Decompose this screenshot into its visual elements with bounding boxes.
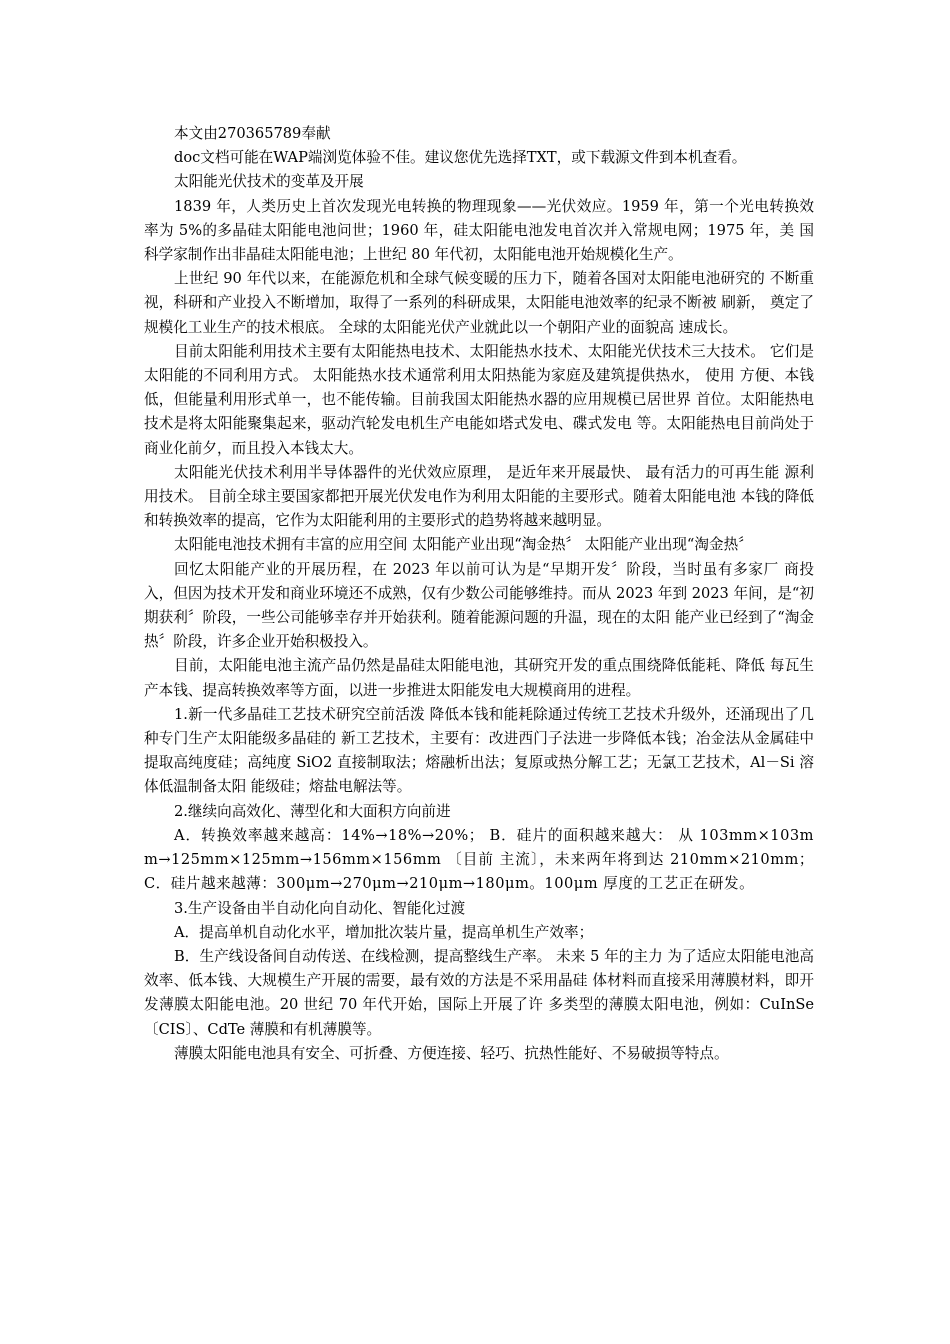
paragraph-automation-b: B．生产线设备间自动传送、在线检测，提高整线生产率。 未来 5 年的主力 为了适应太阳能电池高效率、低本钱、大规模生产开展的需要，最有效的方法是不采用晶硅 体材料而直接采用薄膜材料，即开发薄膜太阳能电池。20 世纪 70 年代开始，国际上开展了许 多类型的薄膜太阳电池，例如：CuInSe〔CIS〕、CdTe 薄膜和有机薄膜等。 [144,947,814,1038]
attribution-line: 本文由270365789奉献 [174,125,331,142]
paragraph-automation-a: A．提高单机自动化水平，增加批次装片量，提高单机生产效率； [174,923,594,941]
paragraph-industry-history: 回忆太阳能产业的开展历程，在 2023 年以前可认为是“早期开发〞阶段，当时虽有多家厂 商投入，但因为技术开发和商业环境还不成熟，仅有少数公司能够维持。而从 2023 年到 2023 年间，是“初期获利〞阶段，一些公司能够幸存并开始获利。随着能源问题的升温，现在的太阳 能产业已经到了“淘金热〞阶段，许多企业开始积极投入。 [144,560,814,651]
paragraph-polysilicon: 1.新一代多晶硅工艺技术研究空前活泼 降低本钱和能耗除通过传统工艺技术升级外，还涌现出了几种专门生产太阳能级多晶硅的 新工艺技术，主要有：改进西门子法进一步降低本钱；冶金法从金属硅中提取高纯度硅；高纯度 SiO2 直接制取法；熔融析出法；复原或热分解工艺；无氯工艺技术，Al－Si 溶体低温制备太阳 能级硅；熔盐电解法等。 [144,705,814,796]
paragraph-efficiency-heading: 2.继续向高效化、薄型化和大面积方向前进 [174,802,451,820]
document-title: 太阳能光伏技术的变革及开展 [174,173,364,191]
paragraph-gold-rush-heading: 太阳能电池技术拥有丰富的应用空间 太阳能产业出现“淘金热〞 太阳能产业出现“淘金热〞 [174,536,753,554]
paragraph-mainstream: 目前，太阳能电池主流产品仍然是晶硅太阳能电池，其研究开发的重点围绕降低能耗、降低 每瓦生产本钱、提高转换效率等方面，以进一步推进太阳能发电大规模商用的进程。 [144,657,814,699]
format-notice-line: doc文档可能在WAP端浏览体验不佳。建议您优先选择TXT，或下载源文件到本机查看。 [174,149,747,167]
paragraph-history: 1839 年，人类历史上首次发现光电转换的物理现象——光伏效应。1959 年，第一个光电转换效 率为 5%的多晶硅太阳能电池问世；1960 年，硅太阳能电池发电首次并入常规电网；1975 年，美 国科学家制作出非晶硅太阳能电池；上世纪 80 年代初，太阳能电池开始规模化生产。 [144,197,814,264]
paragraph-1990s: 上世纪 90 年代以来，在能源危机和全球气候变暖的压力下，随着各国对太阳能电池研究的 不断重视，科研和产业投入不断增加，取得了一系列的科研成果，太阳能电池效率的纪录不断被 刷新， 奠定了规模化工业生产的技术根底。 全球的太阳能光伏产业就此以一个朝阳产业的面貌高 速成长。 [144,270,814,336]
document-page [144,122,814,1066]
paragraph-photovoltaic: 太阳能光伏技术利用半导体器件的光伏效应原理， 是近年来开展最快、 最有活力的可再生能 源利用技术。 目前全球主要国家都把开展光伏发电作为利用太阳能的主要形式。随着太阳能电池 本钱的降低和转换效率的提高，它作为太阳能利用的主要形式的趋势将越来越明显。 [144,463,814,530]
paragraph-automation-heading: 3.生产设备由半自动化向自动化、智能化过渡 [174,899,466,917]
paragraph-technologies: 目前太阳能利用技术主要有太阳能热电技术、太阳能热水技术、太阳能光伏技术三大技术。 它们是太阳能的不同利用方式。 太阳能热水技术通常利用太阳热能为家庭及建筑提供热水， 使用 方便、本钱低，但能量利用形式单一，也不能传输。目前我国太阳能热水器的应用规模已居世界 首位。太阳能热电技术是将太阳能聚集起来，驱动汽轮发电机生产电能如塔式发电、碟式发电 等。太阳能热电目前尚处于商业化前夕，而且投入本钱太大。 [144,342,814,457]
paragraph-efficiency-details: A．转换效率越来越高：14%→18%→20%； B．硅片的面积越来越大： 从 103mm×103mm→125mm×125mm→156mm×156mm 〔目前 主流〕，未来两年将到达 210mm×210mm； C．硅片越来越薄：300μm→270μm→210μm→180μm。100μm 厚度的工艺正在研发。 [144,826,814,893]
paragraph-thin-film: 薄膜太阳能电池具有安全、可折叠、方便连接、轻巧、抗热性能好、不易破损等特点。 [174,1044,729,1062]
